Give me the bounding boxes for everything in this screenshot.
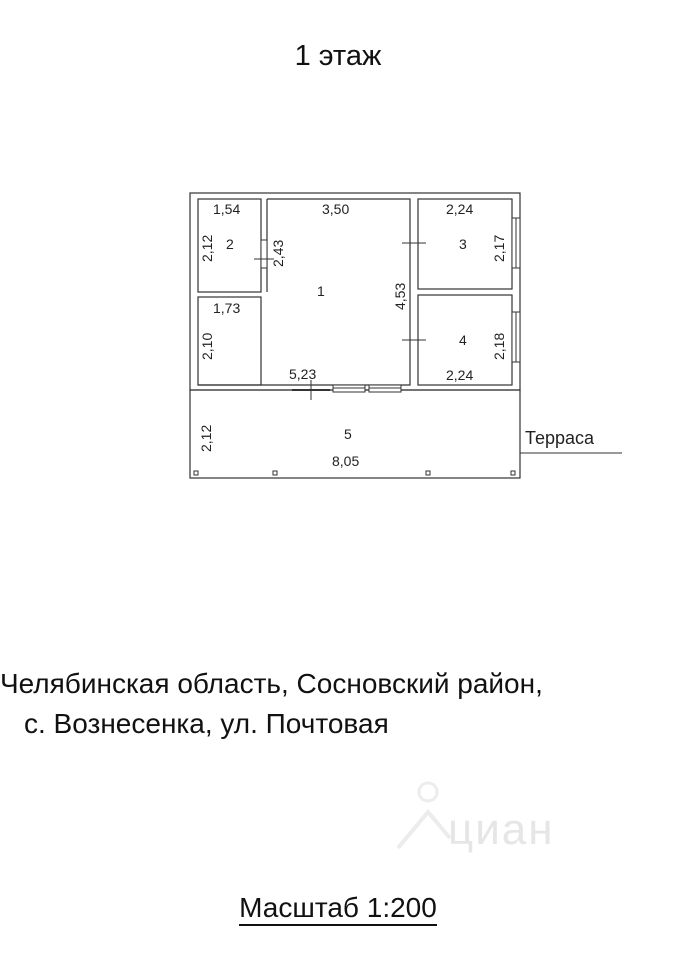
room-3-number: 3 (459, 236, 467, 252)
terrace-post (273, 471, 277, 475)
room-4-number: 4 (459, 332, 467, 348)
terrace-post (511, 471, 515, 475)
address-line-2: с. Вознесенка, ул. Почтовая (24, 708, 389, 739)
dim-left-lower-height: 2,10 (199, 332, 215, 360)
dim-room4-height: 2,18 (491, 332, 507, 360)
room-1-number: 1 (317, 283, 325, 299)
scale-label (0, 892, 676, 924)
dim-room2-width: 1,54 (213, 201, 241, 217)
dim-room2-door-side: 2,43 (270, 239, 286, 267)
watermark-text: циан (448, 805, 555, 854)
page-title: 1 этаж (294, 40, 382, 72)
room-5-number: 5 (344, 426, 352, 442)
dim-room2-height: 2,12 (199, 234, 215, 262)
terrace-label: Терраса (525, 428, 595, 448)
dim-house-width: 5,23 (289, 366, 317, 382)
address-line-1: Челябинская область, Сосновский район, (0, 668, 543, 699)
scale-label-text: Масштаб 1:200 (239, 892, 437, 926)
dim-terrace-height: 2,12 (198, 424, 214, 452)
room-2-number: 2 (226, 236, 234, 252)
dim-room3-height: 2,17 (491, 234, 507, 262)
terrace-post (194, 471, 198, 475)
dim-terrace-width: 8,05 (332, 453, 360, 469)
dim-room4-width: 2,24 (446, 367, 474, 383)
dim-room3-width: 2,24 (446, 201, 474, 217)
dim-room1-width: 3,50 (322, 201, 350, 217)
terrace-post (426, 471, 430, 475)
dim-left-lower-width: 1,73 (213, 300, 241, 316)
door-room-2 (261, 240, 267, 268)
dim-room1-height: 4,53 (392, 282, 408, 310)
